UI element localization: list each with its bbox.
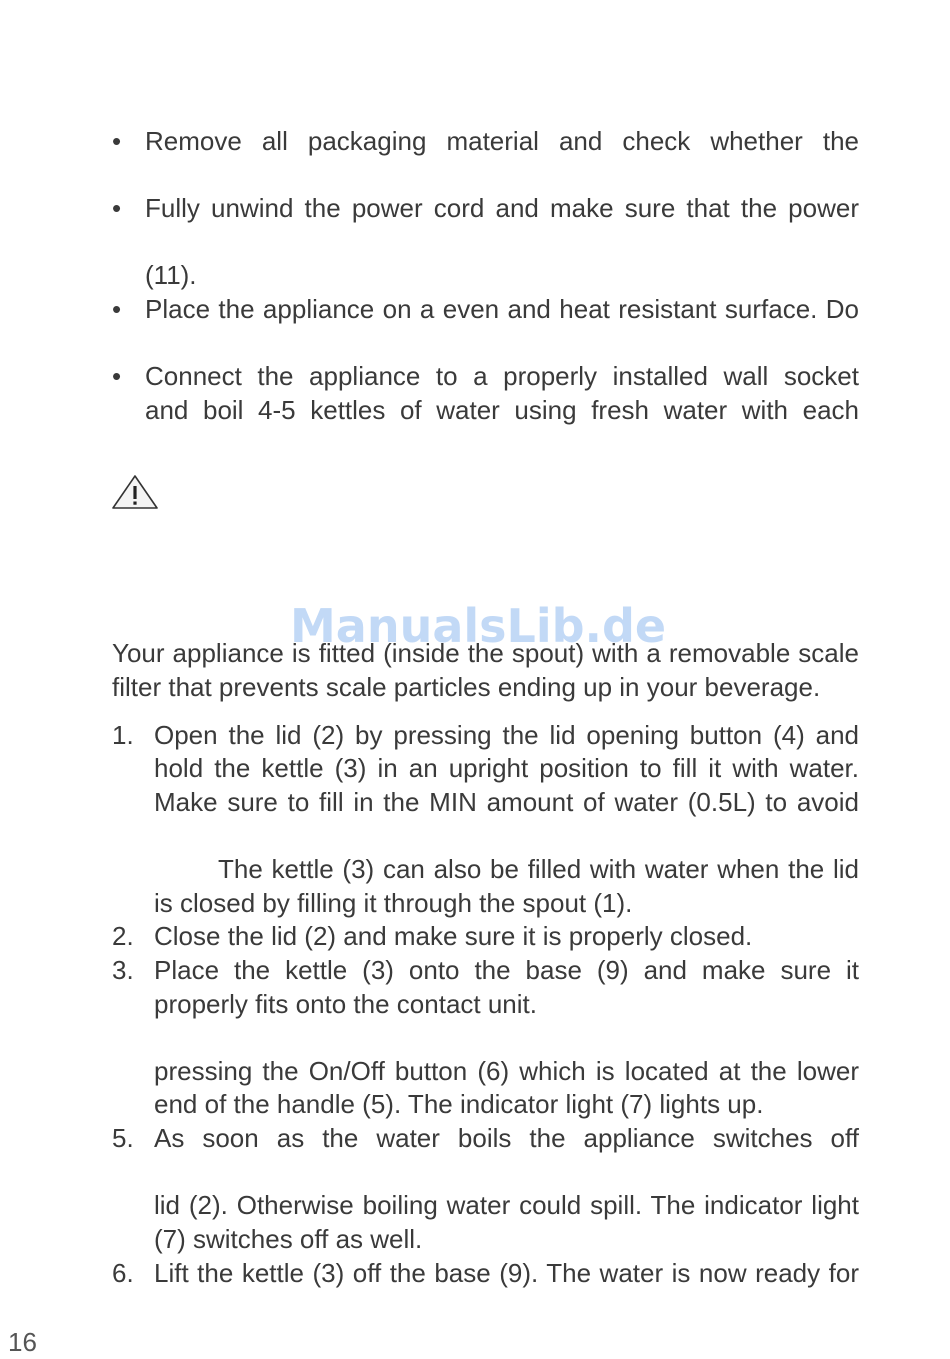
step-text: lid (2). Otherwise boiling water could spill. The indicator light [154, 1190, 859, 1220]
step-note-text: The kettle (3) can also be filled with water when the lid [218, 854, 859, 884]
bullet-text: Remove all packaging material and check whether the [145, 126, 859, 156]
step-number: 3. [112, 955, 134, 985]
step-text: pressing the On/Off button (6) which is located at the lower [154, 1056, 859, 1086]
step-note-text: is closed by filling it through the spout (1). [154, 888, 633, 918]
watermark: ManualsLib.de [290, 599, 667, 653]
bullet-marker: • [112, 126, 122, 156]
bullet-marker: • [112, 294, 122, 324]
step-text: hold the kettle (3) in an upright position to fill it with water. [154, 753, 859, 783]
step-text: end of the handle (5). The indicator light (7) lights up. [154, 1089, 764, 1119]
warning-triangle-icon [111, 474, 159, 510]
bullet-text: Fully unwind the power cord and make sure that the power [145, 193, 859, 223]
step-text: Open the lid (2) by pressing the lid opening button (4) and [154, 720, 859, 750]
step-text: Lift the kettle (3) off the base (9). The water is now ready for [154, 1258, 859, 1288]
page-number: 16 [8, 1327, 37, 1357]
step-text: (7) switches off as well. [154, 1224, 423, 1254]
bullet-text: Place the appliance on a even and heat resistant surface. Do [145, 294, 859, 324]
intro-text: filter that prevents scale particles ending up in your beverage. [112, 672, 821, 702]
step-text: properly fits onto the contact unit. [154, 989, 537, 1019]
step-text: Close the lid (2) and make sure it is properly closed. [154, 921, 753, 951]
step-text: Place the kettle (3) onto the base (9) and make sure it [154, 955, 859, 985]
step-number: 5. [112, 1123, 134, 1153]
bullet-text: Connect the appliance to a properly installed wall socket [145, 361, 859, 391]
intro-text: Your appliance is fitted (inside the spout) with a removable scale [112, 638, 859, 668]
step-text: Make sure to fill in the MIN amount of water (0.5L) to avoid [154, 787, 859, 817]
bullet-text: and boil 4-5 kettles of water using fresh water with each [145, 395, 859, 425]
bullet-marker: • [112, 193, 122, 223]
step-number: 2. [112, 921, 134, 951]
step-text: As soon as the water boils the appliance switches off [154, 1123, 859, 1153]
bullet-text: (11). [145, 260, 197, 290]
step-number: 1. [112, 720, 134, 750]
step-number: 6. [112, 1258, 134, 1288]
bullet-marker: • [112, 361, 122, 391]
